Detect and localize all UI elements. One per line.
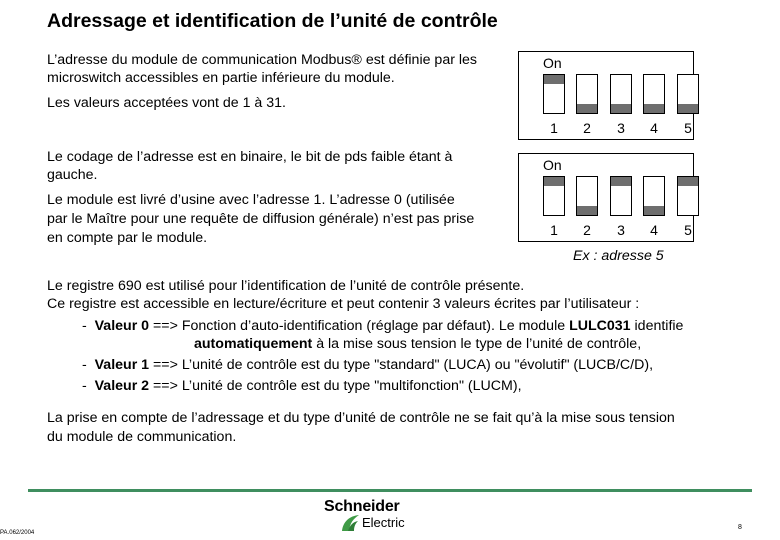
arrow: ==> xyxy=(153,378,178,394)
dip-switch-number: 2 xyxy=(583,222,591,238)
module-ref: LULC031 xyxy=(569,318,631,334)
dip-switch-3 xyxy=(610,74,632,114)
switch-lever xyxy=(611,177,631,186)
value-cont: à la mise sous tension le type de l’unité de contrôle, xyxy=(316,336,642,352)
value-text: L’unité de contrôle est du type "standard" (LUCA) ou "évolutif" (LUCB/C/D), xyxy=(181,357,654,373)
value-tail: identifie xyxy=(634,318,684,334)
dip-switch-2 xyxy=(576,74,598,114)
switch-lever xyxy=(544,75,564,84)
closing-line-2: du module de communication. xyxy=(47,429,237,445)
dip-switch-5 xyxy=(677,74,699,114)
binary-line-2: gauche. xyxy=(47,167,98,183)
binary-line-1: Le codage de l’adresse est en binaire, le bit de pds faible étant à xyxy=(47,149,453,165)
switch-lever xyxy=(577,104,597,113)
dip-example-caption: Ex : adresse 5 xyxy=(573,248,664,264)
schneider-logo-mark-icon xyxy=(339,513,361,533)
switch-lever xyxy=(611,104,631,113)
dip-switch-4 xyxy=(643,74,665,114)
logo-sub: Electric xyxy=(362,515,405,530)
document-reference: PA.062/2004 xyxy=(0,530,35,536)
value-0-continuation xyxy=(194,335,641,353)
dip-switch-number: 3 xyxy=(617,120,625,136)
register-line-1: Le registre 690 est utilisé pour l’identification de l’unité de contrôle présente. xyxy=(47,278,525,294)
dip-switch-number: 3 xyxy=(617,222,625,238)
closing-line-1: La prise en compte de l’adressage et du type d’unité de contrôle ne se fait qu’à la mise sous tension xyxy=(47,410,675,426)
on-label: On xyxy=(543,55,562,71)
dip-switch-2 xyxy=(576,176,598,216)
list-dash: - xyxy=(82,318,87,334)
page-number: 8 xyxy=(738,524,742,531)
dip-switch-number: 1 xyxy=(550,120,558,136)
intro-line-2: microswitch accessibles en partie inférieure du module. xyxy=(47,70,395,86)
value-0-item xyxy=(82,317,683,335)
logo-name: Schneider xyxy=(324,498,400,515)
dip-switch-diagram-example xyxy=(518,153,694,242)
value-text: L’unité de contrôle est du type "multifonction" (LUCM), xyxy=(181,378,522,394)
dip-switch-1 xyxy=(543,74,565,114)
list-dash: - xyxy=(82,357,87,373)
dip-switch-5 xyxy=(677,176,699,216)
switch-lever xyxy=(678,104,698,113)
page-title: Adressage et identification de l’unité de contrôle xyxy=(47,10,498,32)
intro-line-3: Les valeurs acceptées vont de 1 à 31. xyxy=(47,95,286,111)
value-key: Valeur 0 xyxy=(94,318,150,334)
footer-rule xyxy=(28,489,752,492)
arrow: ==> xyxy=(153,357,178,373)
dip-switch-number: 5 xyxy=(684,120,692,136)
on-label: On xyxy=(543,157,562,173)
register-line-2: Ce registre est accessible en lecture/écriture et peut contenir 3 valeurs écrites par l’utilisateur : xyxy=(47,296,640,312)
dip-switch-number: 1 xyxy=(550,222,558,238)
arrow: ==> xyxy=(153,318,178,334)
dip-switch-number: 4 xyxy=(650,222,658,238)
switch-lever xyxy=(678,177,698,186)
dip-switch-1 xyxy=(543,176,565,216)
switch-lever xyxy=(644,206,664,215)
intro-line-1: L’adresse du module de communication Modbus® est définie par les xyxy=(47,52,478,68)
value-cont-bold: automatiquement xyxy=(194,336,313,352)
dip-switch-diagram-default xyxy=(518,51,694,140)
binary-line-5: en compte par le module. xyxy=(47,230,208,246)
value-1-item xyxy=(82,356,653,374)
value-text: Fonction d’auto-identification (réglage par défaut). Le module xyxy=(181,318,566,334)
dip-switch-number: 2 xyxy=(583,120,591,136)
binary-line-3: Le module est livré d’usine avec l’adresse 1. L’adresse 0 (utilisée xyxy=(47,192,455,208)
dip-switch-number: 4 xyxy=(650,120,658,136)
value-key: Valeur 1 xyxy=(94,357,150,373)
value-2-item xyxy=(82,377,522,395)
switch-lever xyxy=(544,177,564,186)
switch-lever xyxy=(577,206,597,215)
dip-switch-number: 5 xyxy=(684,222,692,238)
switch-lever xyxy=(644,104,664,113)
dip-switch-4 xyxy=(643,176,665,216)
dip-switch-3 xyxy=(610,176,632,216)
binary-line-4: par le Maître pour une requête de diffusion générale) n’est pas prise xyxy=(47,211,475,227)
value-key: Valeur 2 xyxy=(94,378,150,394)
list-dash: - xyxy=(82,378,87,394)
